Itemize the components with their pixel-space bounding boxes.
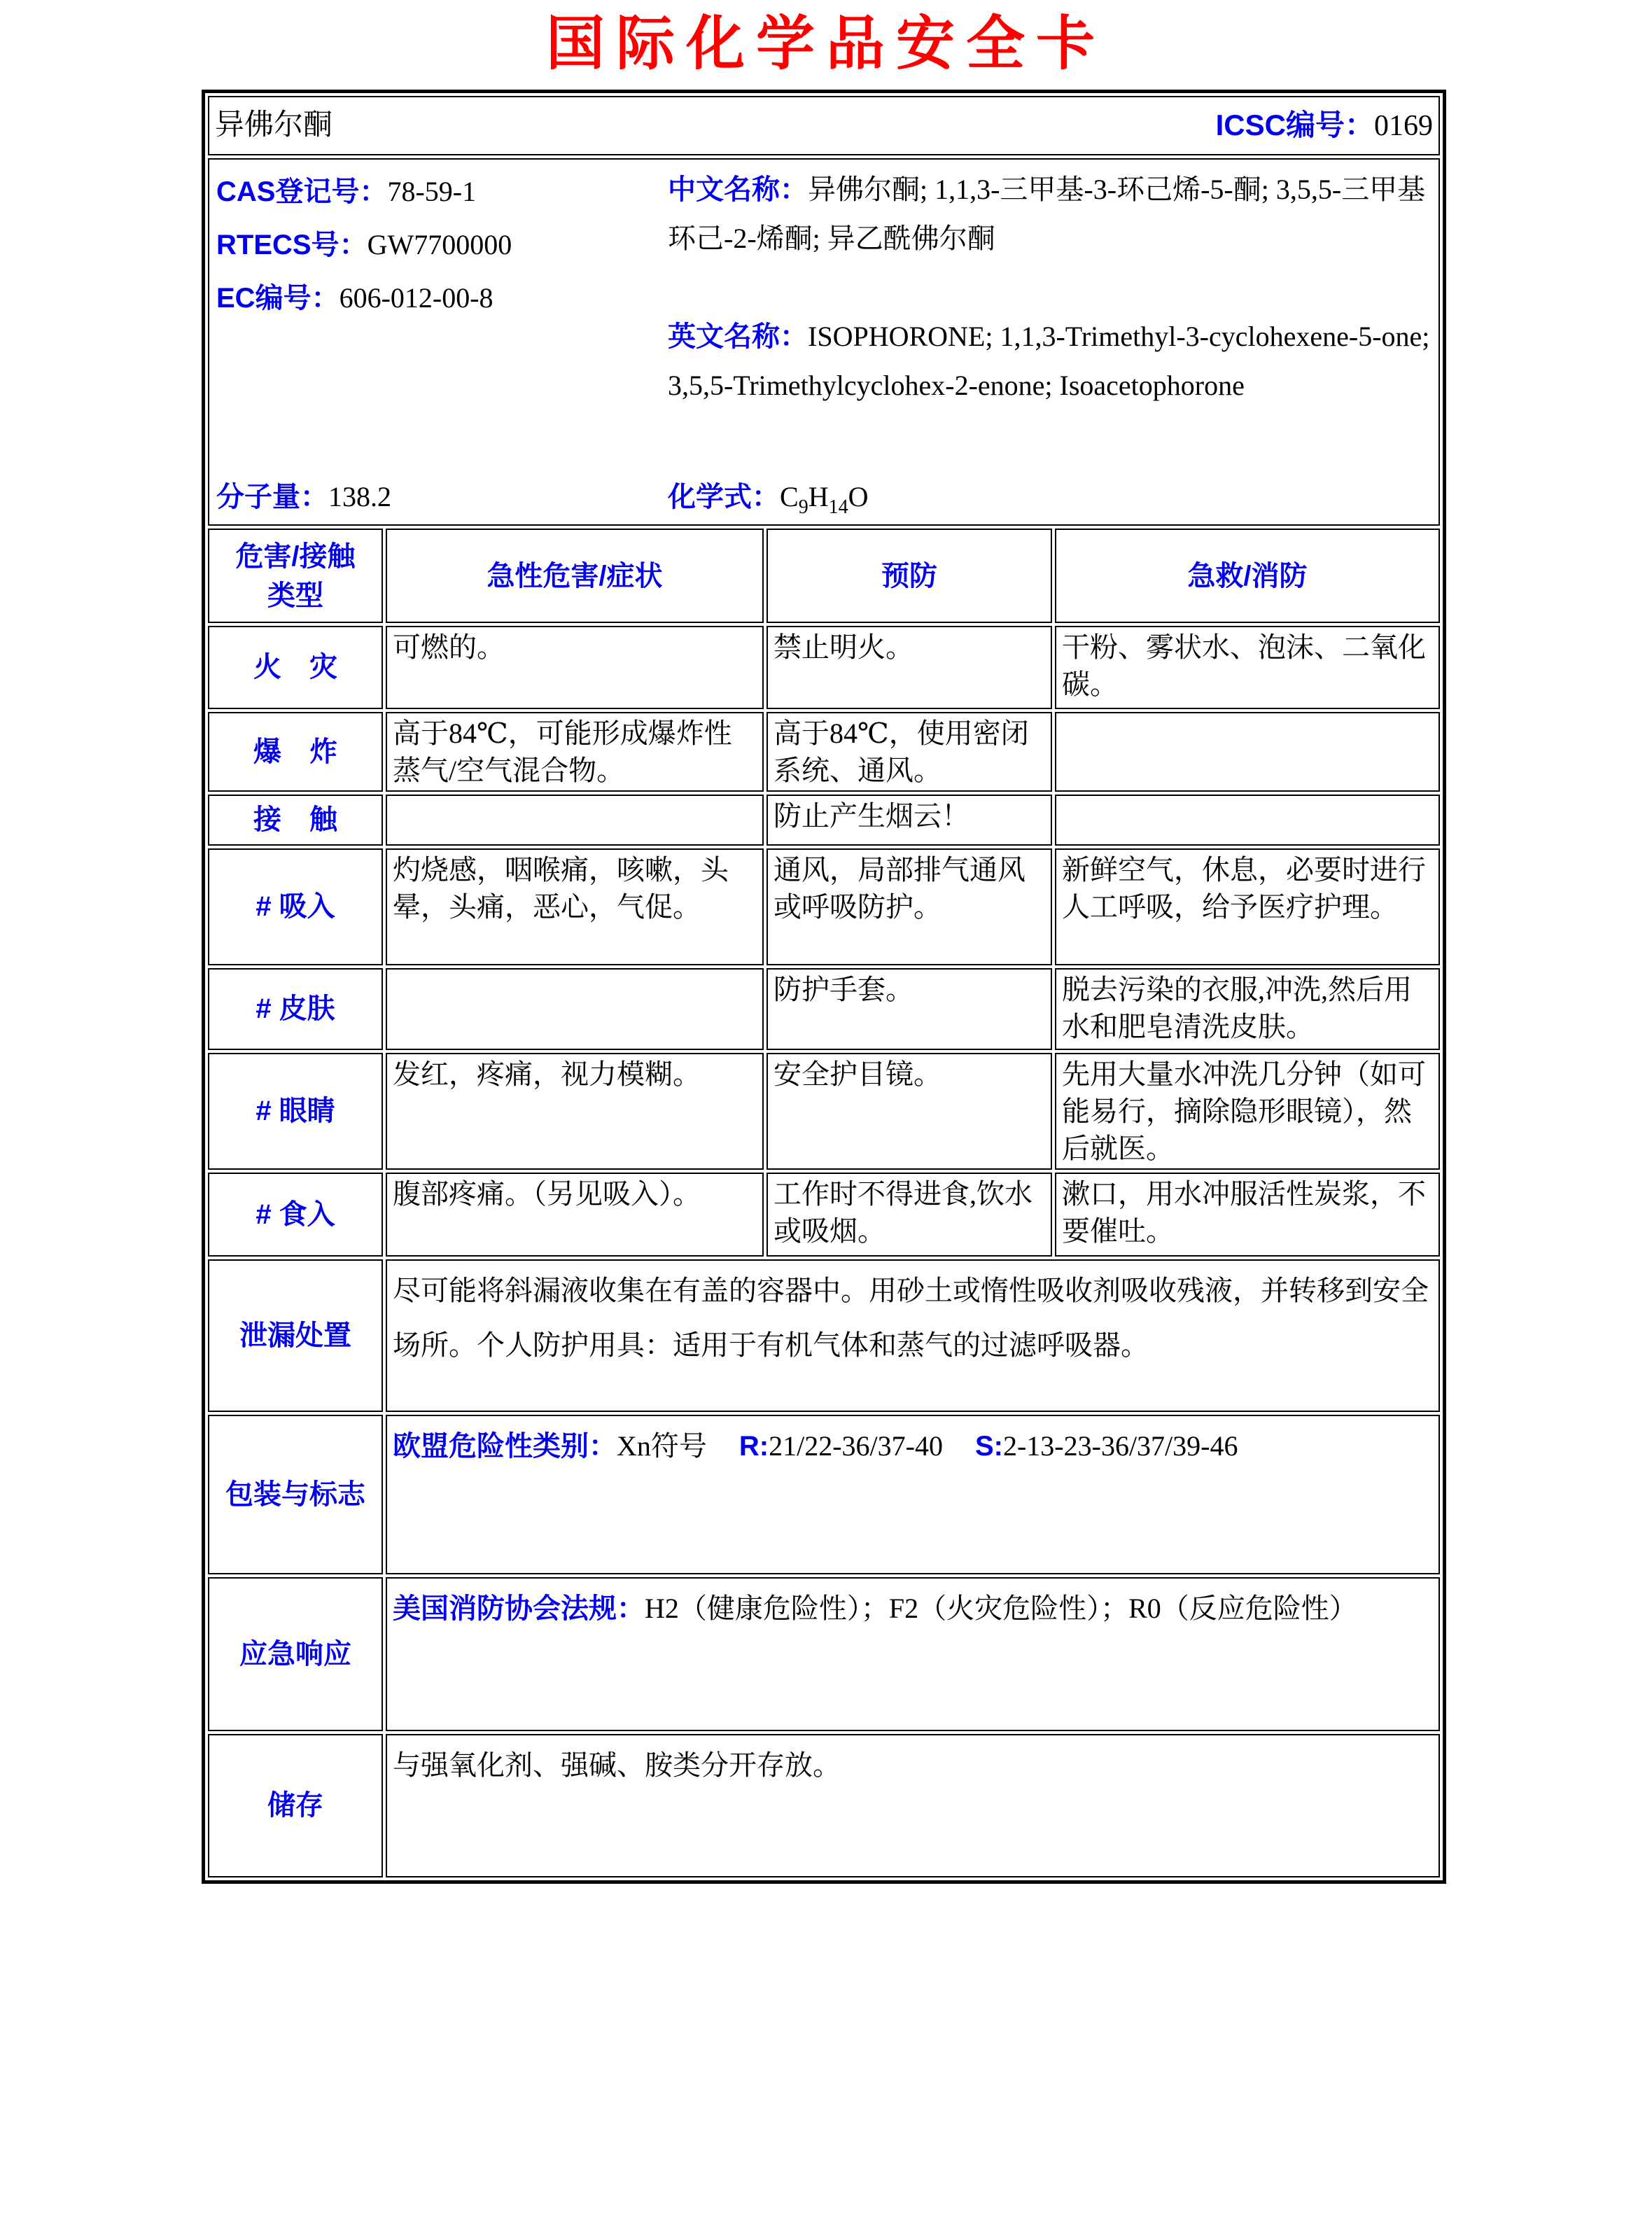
- ec-number-line: [216, 272, 668, 325]
- molecular-weight-value: 138.2: [328, 481, 391, 512]
- fire-first-aid: 干粉、雾状水、泡沫、二氧化碳。: [1055, 626, 1440, 709]
- section-row-spillage: [208, 1259, 1440, 1412]
- identification-row: [208, 158, 1440, 526]
- row-label-exposure: 接 触: [208, 795, 383, 846]
- ec-label: EC编号：: [216, 283, 340, 314]
- cas-label: CAS登记号：: [216, 176, 388, 207]
- cas-value: 78-59-1: [387, 176, 477, 207]
- row-label-explosion: 爆 炸: [208, 712, 383, 792]
- r-phrases: R:21/22-36/37-40: [738, 1430, 943, 1462]
- ingestion-first-aid: 漱口，用水冲服活性炭浆，不要催吐。: [1055, 1173, 1440, 1257]
- nfpa-value: H2（健康危险性）；F2（火灾危险性）；R0（反应危险性）: [645, 1593, 1357, 1624]
- hazard-row-explosion: [208, 712, 1440, 792]
- s-phrases: S:2-13-23-36/37/39-46: [974, 1430, 1238, 1462]
- exposure-symptoms: [386, 795, 764, 846]
- registry-numbers: [216, 165, 668, 410]
- hazard-row-ingestion: [208, 1173, 1440, 1257]
- header-prevention: 预防: [766, 529, 1052, 623]
- molecular-weight: [216, 478, 668, 516]
- rtecs-label: RTECS号：: [216, 230, 368, 260]
- hazard-row-eyes: [208, 1053, 1440, 1170]
- chemical-formula-value: $C_9H_{14}O$: [780, 481, 869, 518]
- exposure-first-aid: [1055, 795, 1440, 846]
- fire-symptoms: 可燃的。: [386, 626, 764, 709]
- ec-value: 606-012-00-8: [339, 282, 493, 314]
- substance-name: 异佛尔酮: [215, 109, 333, 141]
- inhalation-prevention: 通风，局部排气通风或呼吸防护。: [766, 848, 1052, 965]
- cas-number-line: [216, 165, 668, 218]
- eyes-symptoms: 发红，疼痛，视力模糊。: [386, 1053, 764, 1170]
- skin-first-aid: 脱去污染的衣服,冲洗,然后用水和肥皂清洗皮肤。: [1055, 968, 1440, 1050]
- chinese-name-value: 异佛尔酮; 1,1,3-三甲基-3-环己烯-5-酮; 3,5,5-三甲基环己-2-烯酮; 异乙酰佛尔酮: [668, 174, 1426, 254]
- section-row-packaging: [208, 1415, 1440, 1574]
- row-label-skin: # 皮肤: [208, 968, 383, 1050]
- hazard-row-inhalation: [208, 848, 1440, 965]
- english-name-value: ISOPHORONE; 1,1,3-Trimethyl-3-cyclohexene-5-one; 3,5,5-Trimethylcyclohex-2-enone; Isoacetophorone: [668, 321, 1430, 401]
- icsc-card-table: [202, 90, 1446, 1884]
- page-title: 国际化学品安全卡: [545, 11, 1106, 76]
- chinese-name: [668, 165, 1432, 263]
- explosion-symptoms: 高于84℃，可能形成爆炸性蒸气/空气混合物。: [386, 712, 764, 792]
- fire-prevention: 禁止明火。: [766, 626, 1052, 709]
- hazard-row-skin: [208, 968, 1440, 1050]
- icsc-number-value: 0169: [1374, 110, 1433, 142]
- inhalation-first-aid: 新鲜空气，休息，必要时进行人工呼吸，给予医疗护理。: [1055, 848, 1440, 965]
- chemical-formula: [668, 478, 868, 516]
- section-label-storage: 储存: [208, 1734, 383, 1877]
- explosion-prevention: 高于84℃，使用密闭系统、通风。: [766, 712, 1052, 792]
- hazard-row-exposure: [208, 795, 1440, 846]
- inhalation-symptoms: 灼烧感，咽喉痛，咳嗽，头晕，头痛，恶心，气促。: [386, 848, 764, 965]
- hazard-row-fire: [208, 626, 1440, 709]
- header-hazard-type: 危害/接触 类型: [208, 529, 383, 623]
- storage-content: 与强氧化剂、强碱、胺类分开存放。: [386, 1734, 1440, 1877]
- substance-names: [668, 165, 1432, 410]
- section-row-storage: [208, 1734, 1440, 1877]
- chinese-name-label: 中文名称：: [668, 174, 808, 205]
- header-first-aid: 急救/消防: [1055, 529, 1440, 623]
- eu-classification: 欧盟危险性类别：Xn符号: [393, 1430, 707, 1462]
- eyes-first-aid: 先用大量水冲洗几分钟（如可能易行，摘除隐形眼镜），然后就医。: [1055, 1053, 1440, 1170]
- identification-cell: [208, 158, 1440, 526]
- skin-prevention: 防护手套。: [766, 968, 1052, 1050]
- rtecs-number-line: [216, 218, 668, 272]
- row-label-ingestion: # 食入: [208, 1173, 383, 1257]
- eyes-prevention: 安全护目镜。: [766, 1053, 1052, 1170]
- rtecs-value: GW7700000: [367, 229, 512, 260]
- packaging-content: [386, 1415, 1440, 1574]
- english-name: [668, 312, 1432, 410]
- molecular-row: [216, 478, 1432, 519]
- hazard-header-row: [208, 529, 1440, 623]
- skin-symptoms: [386, 968, 764, 1050]
- spillage-content: 尽可能将斜漏液收集在有盖的容器中。用砂土或惰性吸收剂吸收残液，并转移到安全场所。个人防护用具：适用于有机气体和蒸气的过滤呼吸器。: [386, 1259, 1440, 1412]
- section-row-emergency: [208, 1577, 1440, 1731]
- icsc-number-label: ICSC编号：: [1215, 109, 1374, 141]
- molecular-weight-label: 分子量：: [216, 482, 328, 512]
- section-label-packaging: 包装与标志: [208, 1415, 383, 1574]
- row-label-eyes: # 眼睛: [208, 1053, 383, 1170]
- chemical-formula-label: 化学式：: [668, 482, 780, 512]
- row-label-inhalation: # 吸入: [208, 848, 383, 965]
- ingestion-symptoms: 腹部疼痛。（另见吸入）。: [386, 1173, 764, 1257]
- emergency-content: [386, 1577, 1440, 1731]
- ingestion-prevention: 工作时不得进食,饮水或吸烟。: [766, 1173, 1052, 1257]
- english-name-label: 英文名称：: [668, 321, 808, 352]
- section-label-spillage: 泄漏处置: [208, 1259, 383, 1412]
- nfpa-label: 美国消防协会法规：: [393, 1593, 645, 1624]
- card-header-row: [208, 96, 1440, 155]
- card-header-cell: [208, 96, 1440, 155]
- section-label-emergency: 应急响应: [208, 1577, 383, 1731]
- exposure-prevention: 防止产生烟云！: [766, 795, 1052, 846]
- explosion-first-aid: [1055, 712, 1440, 792]
- row-label-fire: 火 灾: [208, 626, 383, 709]
- icsc-number: [1216, 106, 1433, 145]
- header-acute-symptoms: 急性危害/症状: [386, 529, 764, 623]
